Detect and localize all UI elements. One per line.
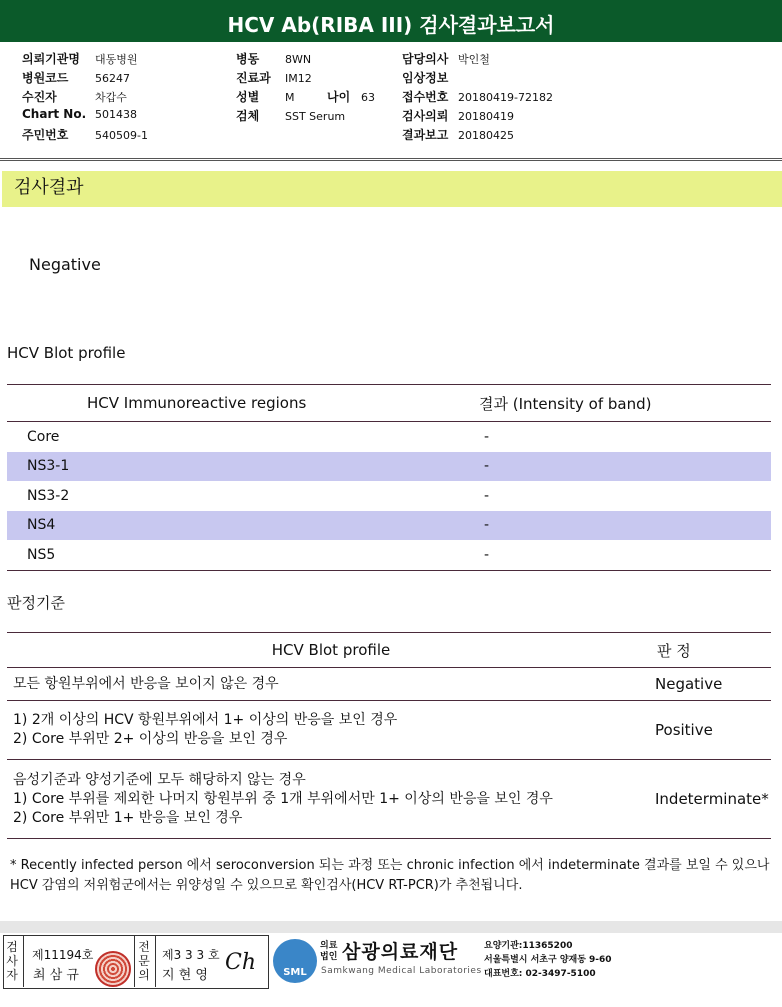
criteria-cell xyxy=(7,668,655,701)
institution-label: 의뢰기관명 xyxy=(22,52,80,66)
ward-label: 병동 xyxy=(236,52,260,66)
table-row xyxy=(7,701,771,760)
specimen-label: 검체 xyxy=(236,109,260,123)
institution-value: 대동병원 xyxy=(95,53,138,66)
org-license: 요양기관:11365200 xyxy=(484,941,573,951)
region-cell: Core xyxy=(27,428,60,445)
intensity-column-header: 결과 (Intensity of band) xyxy=(478,385,771,422)
report-title: HCV Ab(RIBA III) 검사결과보고서 xyxy=(0,0,782,42)
table-row xyxy=(7,422,771,452)
doctor-label: 담당의사 xyxy=(402,52,449,66)
tester-name: 최 삼 규 xyxy=(33,968,79,983)
tester-label-text: 검사자 xyxy=(6,940,18,982)
criteria-cell xyxy=(7,701,655,760)
criteria-line: 2) Core 부위만 1+ 반응을 보인 경우 xyxy=(13,809,243,826)
criteria-table xyxy=(7,632,771,839)
criteria-line: 음성기준과 양성기준에 모두 해당하지 않는 경우 xyxy=(13,771,306,788)
result-cell: - xyxy=(484,428,490,445)
report-date-value: 20180425 xyxy=(458,129,514,142)
result-cell: - xyxy=(478,511,771,541)
region-cell: NS4 xyxy=(7,511,478,541)
specialist-label-text: 전문의 xyxy=(138,940,150,982)
logo-text: SML xyxy=(283,967,307,978)
org-name: 삼광의료재단 xyxy=(342,941,459,963)
department-label: 진료과 xyxy=(236,71,271,85)
chart-no-label: Chart No. xyxy=(22,107,87,121)
official-seal xyxy=(95,951,131,987)
hospital-code-label: 병원코드 xyxy=(22,71,69,85)
region-cell: NS3-1 xyxy=(7,452,478,482)
sex-label: 성별 xyxy=(236,90,260,104)
table-row xyxy=(7,452,771,482)
hospital-code-value: 56247 xyxy=(95,72,130,85)
table-row xyxy=(7,511,771,541)
criteria-cell xyxy=(7,760,655,839)
blot-profile-heading: HCV Blot profile xyxy=(7,344,126,362)
header-divider xyxy=(0,158,782,161)
footnote: * Recently infected person 에서 seroconversion 되는 과정 또는 chronic infection 에서 indeterminate 결과를 보일 수 있으나 HCV 감염의 저위험군에서는 위양성일 수 있으므로 확인검사(HCV RT-PCR)가 추천됩니다. xyxy=(10,858,770,893)
org-prefix-1: 의료 xyxy=(320,941,338,951)
org-english-name: Samkwang Medical Laboratories xyxy=(321,966,482,976)
overall-result: Negative xyxy=(29,255,101,274)
region-cell: NS5 xyxy=(27,546,56,563)
specialist-name: 지 현 영 xyxy=(162,968,208,983)
receipt-no-label: 접수번호 xyxy=(402,90,449,104)
org-prefix-2: 법인 xyxy=(320,952,338,962)
section-title: 검사결과 xyxy=(2,171,782,207)
verdict-cell: Positive xyxy=(655,701,771,760)
criteria-line: 2) Core 부위만 2+ 이상의 반응을 보인 경우 xyxy=(13,731,288,747)
verdict-cell: Indeterminate* xyxy=(655,790,769,808)
chart-no-value: 501438 xyxy=(95,108,137,121)
table-row xyxy=(7,760,771,839)
criteria-heading: 판정기준 xyxy=(7,594,65,612)
result-cell: - xyxy=(478,452,771,482)
org-phone: 대표번호: 02-3497-5100 xyxy=(484,969,596,979)
info-column-2 xyxy=(236,50,375,126)
clinical-info-label: 임상정보 xyxy=(402,71,449,85)
age-value: 63 xyxy=(361,91,375,104)
org-address: 서울특별시 서초구 양재동 9-60 xyxy=(484,955,612,965)
specimen-value: SST Serum xyxy=(285,110,346,123)
resident-no-value: 540509-1 xyxy=(95,129,148,142)
age-label: 나이 xyxy=(327,90,351,104)
table-row xyxy=(7,481,771,511)
info-column-1 xyxy=(22,50,148,145)
department-value: IM12 xyxy=(285,72,312,85)
result-cell: - xyxy=(484,546,490,563)
receipt-no-value: 20180419-72182 xyxy=(458,91,553,104)
patient-value: 차갑수 xyxy=(95,91,127,104)
tester-label xyxy=(6,940,20,982)
specialist-number: 제3 3 3 호 xyxy=(162,948,220,962)
patient-label: 수진자 xyxy=(22,90,57,104)
ward-value: 8WN xyxy=(285,53,312,66)
signature: Ch xyxy=(225,950,257,975)
report-date-label: 결과보고 xyxy=(402,128,449,142)
criteria-line: 1) Core 부위를 제외한 나머지 항원부위 중 1개 부위에서만 1+ 이상의 반응을 보인 경우 xyxy=(13,790,553,807)
verdict-cell: Negative xyxy=(655,668,771,701)
criteria-line: 모든 항원부위에서 반응을 보이지 않은 경우 xyxy=(13,675,279,692)
request-date-value: 20180419 xyxy=(458,110,514,123)
table-row xyxy=(7,540,771,570)
footer-divider xyxy=(0,921,782,933)
org-contact xyxy=(484,939,612,981)
tester-number: 제11194호 xyxy=(32,948,94,962)
result-cell: - xyxy=(484,487,490,504)
request-date-label: 검사의뢰 xyxy=(402,109,449,123)
org-prefix xyxy=(320,941,337,963)
sex-value: M xyxy=(285,91,295,104)
specialist-label xyxy=(138,940,152,982)
table-row xyxy=(7,668,771,701)
resident-no-label: 주민번호 xyxy=(22,128,69,142)
info-column-3 xyxy=(402,50,553,145)
sml-logo-icon xyxy=(273,939,317,983)
region-column-header: HCV Immunoreactive regions xyxy=(7,385,478,422)
region-cell: NS3-2 xyxy=(27,487,70,504)
criteria-line: 1) 2개 이상의 HCV 항원부위에서 1+ 이상의 반응을 보인 경우 xyxy=(13,712,398,728)
table-header-row xyxy=(7,633,771,668)
blot-profile-table xyxy=(7,384,771,571)
verdict-column-header: 판 정 xyxy=(655,633,771,668)
doctor-value: 박인철 xyxy=(458,53,490,66)
profile-column-header: HCV Blot profile xyxy=(7,633,655,668)
table-header-row xyxy=(7,385,771,422)
